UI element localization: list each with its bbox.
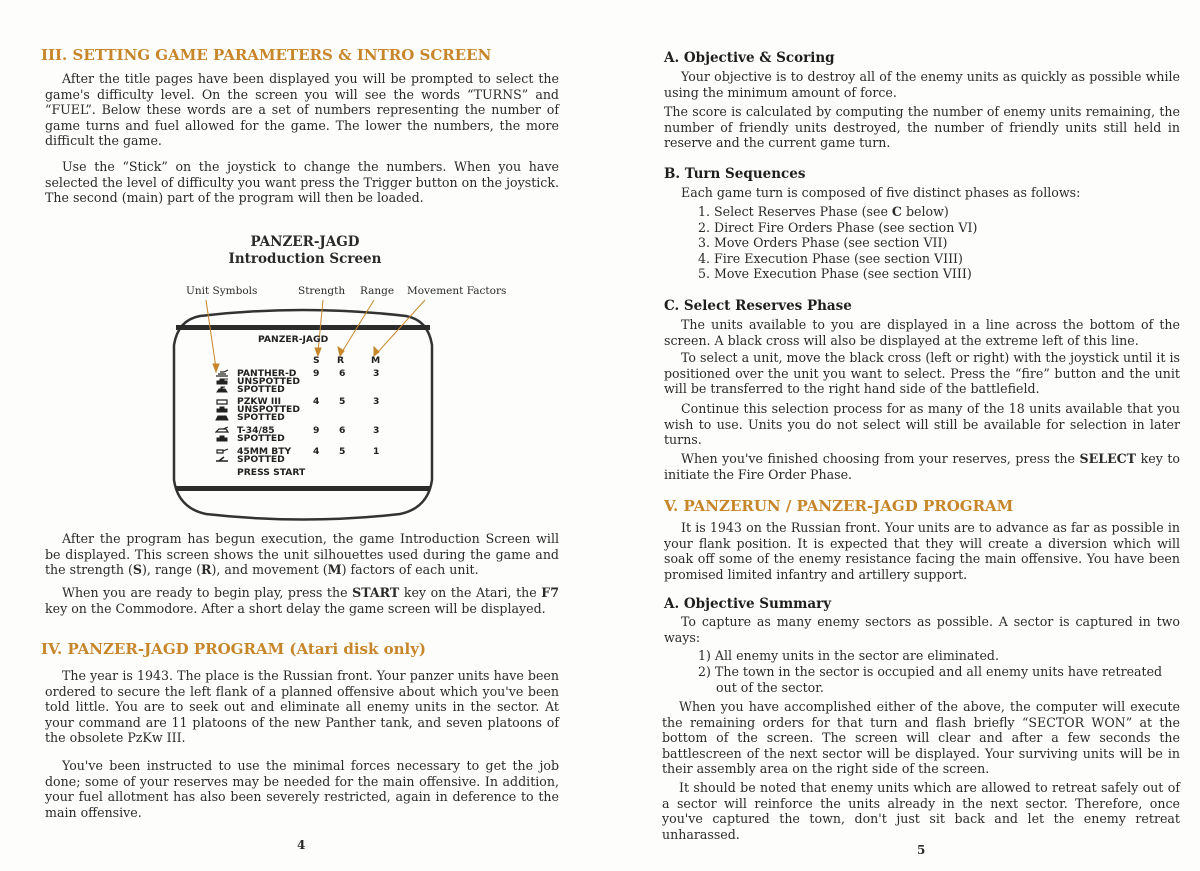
artillery-outline-icon <box>215 447 229 455</box>
unit-status: SPOTTED <box>237 412 285 423</box>
screen-top-bar <box>176 325 430 330</box>
list-item: 1. Select Reserves Phase (see C below) <box>698 204 949 219</box>
unit-strength: 4 <box>313 396 320 407</box>
unit-name: PZKW III <box>237 396 282 407</box>
reserves-paragraph-1: The units available to you are displayed in a line across the bottom of the screen. A black cross will also be displayed at the extreme left of this line. <box>664 317 1180 348</box>
unit-status: SPOTTED <box>237 433 285 444</box>
objective-paragraph-1: Your objective is to destroy all of the enemy units as quickly as possible while using the minimum amount of force. <box>664 69 1180 100</box>
unit-range: 5 <box>339 446 346 457</box>
turn-sequences-intro: Each game turn is composed of five distinct phases as follows: <box>681 185 1081 200</box>
t34-outline-icon <box>215 426 229 434</box>
right-page <box>600 0 1200 871</box>
intro-paragraph-1: After the program has begun execution, the game Introduction Screen will be displayed. This screen shows the unit silhouettes used during the game and the strength (S), range (R), and movement (M) factors of each unit. <box>45 531 559 578</box>
callout-movement-factors: Movement Factors <box>407 285 507 297</box>
screen-col-m: M <box>371 355 381 366</box>
turn-sequences-heading: B. Turn Sequences <box>664 166 806 182</box>
list-item: 3. Move Orders Phase (see section VII) <box>698 235 948 251</box>
panther-spotted-icon <box>215 385 229 393</box>
section4-heading: IV. PANZER-JAGD PROGRAM (Atari disk only) <box>41 640 427 658</box>
unit-strength: 4 <box>313 446 320 457</box>
reserves-paragraph-2: To select a unit, move the black cross (left or right) with the joystick until it is positioned over the unit you want to select. Press the “fire” button and the unit will be transferred to the right hand side of the battlefield. <box>664 350 1180 397</box>
list-item: 5. Move Execution Phase (see section VIII) <box>698 266 972 282</box>
unit-name: 45MM BTY <box>237 446 292 457</box>
unit-status: SPOTTED <box>237 384 285 395</box>
section4-paragraph-2: You've been instructed to use the minimal forces necessary to get the job done; some of your reserves may be needed for the main offensive. In addition, your fuel allotment has also been severely restricted, again in deference to the main offensive. <box>45 758 559 820</box>
callout-range: Range <box>360 285 395 297</box>
panther-outline-icon <box>215 369 229 377</box>
section3-heading: III. SETTING GAME PARAMETERS & INTRO SCREEN <box>41 46 492 64</box>
artillery-gun-icon <box>215 455 229 463</box>
objective-summary-intro: To capture as many enemy sectors as possible. A sector is captured in two ways: <box>664 614 1180 645</box>
unit-strength: 9 <box>313 425 320 436</box>
screen-bottom-bar <box>176 486 430 491</box>
screen-title: PANZER-JAGD <box>258 334 329 345</box>
figure-title-line2: Introduction Screen <box>228 251 382 267</box>
unit-range: 6 <box>339 425 346 436</box>
objective-scoring-heading: A. Objective & Scoring <box>664 50 835 66</box>
screen-col-r: R <box>337 355 345 366</box>
screen-col-s: S <box>313 355 320 366</box>
callout-line-unit-symbols <box>206 300 216 368</box>
press-start-prompt: PRESS START <box>237 467 306 478</box>
unit-status: UNSPOTTED <box>237 404 300 415</box>
pzkw-outline-icon <box>215 397 229 405</box>
unit-range: 5 <box>339 396 346 407</box>
unit-name: T-34/85 <box>237 425 275 436</box>
reserves-paragraph-4: When you've finished choosing from your reserves, press the SELECT key to initiate the Fire Order Phase. <box>664 451 1180 482</box>
objective-summary-paragraph-2: It should be noted that enemy units which are allowed to retreat safely out of a sector will reinforce the units already in the next sector. Therefore, once you've captured the town, don't just sit back and let the enemy retreat unharassed. <box>662 780 1180 842</box>
list-item: 2. Direct Fire Orders Phase (see section VI) <box>698 219 978 235</box>
objective-paragraph-2: The score is calculated by computing the number of enemy units remaining, the number of friendly units destroyed, the number of friendly units still held in reserve and the current game turn. <box>664 104 1180 151</box>
page-number-right: 5 <box>917 843 926 857</box>
callout-strength: Strength <box>298 285 346 297</box>
unit-status: SPOTTED <box>237 454 285 465</box>
t34-tank-icon <box>215 434 229 442</box>
unit-status: UNSPOTTED <box>237 376 300 387</box>
panther-tank-icon <box>215 377 229 385</box>
unit-movement: 3 <box>373 368 380 379</box>
pzkw-spotted-icon <box>215 413 229 421</box>
unit-movement: 3 <box>373 396 380 407</box>
unit-movement: 1 <box>373 446 380 457</box>
objective-summary-paragraph-1: When you have accomplished either of the above, the computer will execute the remaining orders for that turn and flash briefly “SECTOR WON” at the bottom of the screen. The screen will clear and after a few seconds the battlescreen of the next sector will be displayed. Your surviving units will be in their assembly area on the right side of the screen. <box>662 699 1180 777</box>
capture-condition-2-continued: out of the sector. <box>716 680 824 695</box>
section4-paragraph-1: The year is 1943. The place is the Russian front. Your panzer units have been ordered to secure the left flank of a planned offensive about which you've been told little. You are to seek out and eliminate all enemy units in the sector. At your command are 11 platoons of the new Panther tank, and seven platoons of the obsolete PzKw III. <box>45 668 559 746</box>
section3-paragraph-1: After the title pages have been displayed you will be prompted to select the game's difficulty level. On the screen you will see the words “TURNS” and “FUEL”. Below these words are a set of numbers representing the number of game turns and fuel allowed for the game. The lower the numbers, the more difficult the game. <box>45 71 559 149</box>
select-reserves-heading: C. Select Reserves Phase <box>664 298 852 314</box>
unit-name: PANTHER-D <box>237 368 297 379</box>
reserves-paragraph-3: Continue this selection process for as many of the 18 units available that you wish to use. Units you do not select will still be available for selection in later turns. <box>664 401 1180 448</box>
capture-condition-2: 2) The town in the sector is occupied and all enemy units have retreated <box>698 664 1163 679</box>
section5-paragraph-1: It is 1943 on the Russian front. Your units are to advance as far as possible in your flank position. It is expected that they will create a diversion which will soak off some of the enemy resistance facing the main offensive. You have been promised limited infantry and artillery support. <box>664 520 1180 582</box>
turn-phase-list <box>698 204 977 282</box>
unit-range: 6 <box>339 368 346 379</box>
unit-strength: 9 <box>313 368 320 379</box>
figure-title-line1: PANZER-JAGD <box>250 234 360 250</box>
unit-movement: 3 <box>373 425 380 436</box>
section5-heading: V. PANZERUN / PANZER-JAGD PROGRAM <box>664 497 1014 515</box>
list-item: 4. Fire Execution Phase (see section VIII) <box>698 250 963 266</box>
callout-unit-symbols: Unit Symbols <box>186 285 258 297</box>
section3-paragraph-2: Use the “Stick” on the joystick to change the numbers. When you have selected the level of difficulty you want press the Trigger button on the joystick. The second (main) part of the program will then be loaded. <box>45 159 559 206</box>
pzkw-tank-icon <box>215 405 229 413</box>
intro-paragraph-2: When you are ready to begin play, press the START key on the Atari, the F7 key on the Commodore. After a short delay the game screen will be displayed. <box>45 585 559 616</box>
capture-condition-1: 1) All enemy units in the sector are eliminated. <box>698 648 1000 663</box>
page-number-left: 4 <box>297 838 306 852</box>
objective-summary-heading: A. Objective Summary <box>664 596 832 612</box>
